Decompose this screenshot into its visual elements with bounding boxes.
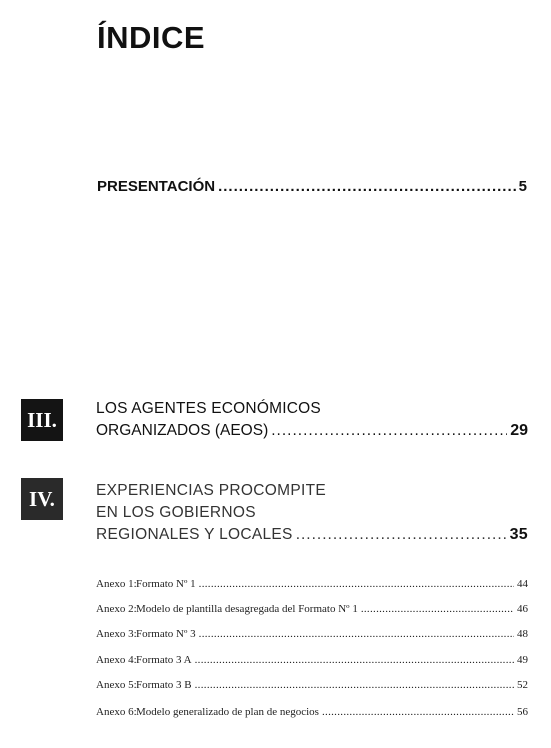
section-number-badge: IV.	[21, 478, 63, 520]
annex-label: Anexo 6:	[96, 706, 137, 718]
toc-entry-section-iii[interactable]	[96, 422, 528, 440]
toc-entry-page: 35	[509, 526, 528, 543]
leader-dots	[361, 603, 514, 615]
page-title: ÍNDICE	[97, 20, 206, 55]
annex-entry[interactable]	[96, 603, 528, 615]
annex-label: Anexo 4:	[96, 654, 137, 666]
leader-dots	[199, 628, 514, 640]
toc-entry-presentation[interactable]	[97, 178, 527, 195]
section-title-line: EXPERIENCIAS PROCOMPITE	[96, 482, 326, 499]
annex-entry[interactable]	[96, 578, 528, 590]
leader-dots	[218, 178, 516, 195]
toc-entry-label: PRESENTACIÓN	[97, 178, 216, 195]
annex-page: 52	[517, 679, 528, 691]
annex-page: 44	[517, 578, 528, 590]
annex-entry[interactable]	[96, 679, 528, 691]
annex-label: Anexo 5:	[96, 679, 137, 691]
annex-entry[interactable]	[96, 706, 528, 718]
annex-label: Anexo 2:	[96, 603, 137, 615]
leader-dots	[195, 679, 514, 691]
annex-page: 46	[517, 603, 528, 615]
section-title-line: LOS AGENTES ECONÓMICOS	[96, 400, 321, 417]
toc-entry-section-iv[interactable]	[96, 526, 528, 544]
leader-dots	[322, 706, 514, 718]
section-title-line: ORGANIZADOS (AEOS)	[96, 422, 269, 439]
annex-label: Anexo 3:	[96, 628, 137, 640]
section-title-line: EN LOS GOBIERNOS	[96, 504, 256, 521]
annex-title: Formato Nº 1	[136, 578, 196, 590]
annex-title: Formato 3 B	[136, 679, 192, 691]
annex-title: Modelo generalizado de plan de negocios	[136, 706, 319, 718]
annex-title: Formato 3 A	[136, 654, 192, 666]
annex-label: Anexo 1:	[96, 578, 137, 590]
leader-dots	[271, 422, 507, 440]
toc-entry-page: 29	[510, 422, 528, 439]
annex-title: Modelo de plantilla desagregada del Formato Nº 1	[136, 603, 358, 615]
annex-entry[interactable]	[96, 628, 528, 640]
annex-page: 49	[517, 654, 528, 666]
leader-dots	[195, 654, 514, 666]
toc-entry-page: 5	[518, 178, 527, 195]
annex-entry[interactable]	[96, 654, 528, 666]
annex-title: Formato Nº 3	[136, 628, 196, 640]
annex-page: 48	[517, 628, 528, 640]
leader-dots	[296, 526, 507, 544]
section-title-line: REGIONALES Y LOCALES	[96, 526, 293, 543]
annex-page: 56	[517, 706, 528, 718]
leader-dots	[199, 578, 514, 590]
section-number-badge: III.	[21, 399, 63, 441]
